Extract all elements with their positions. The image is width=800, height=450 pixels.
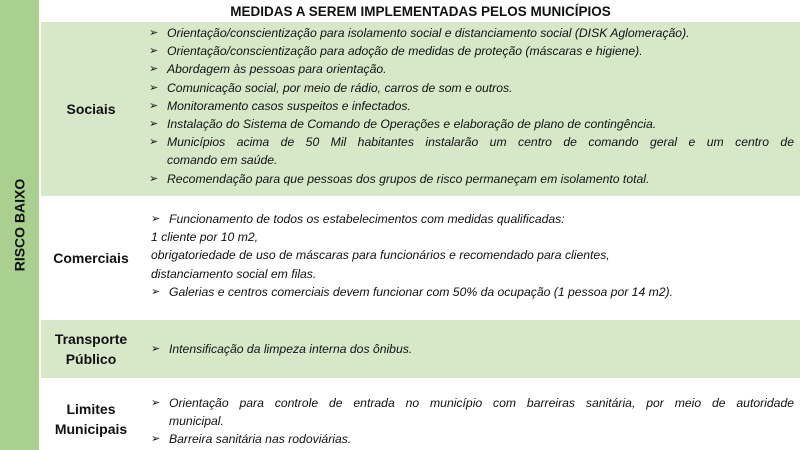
category-transporte: Transporte Público [54, 331, 128, 367]
table-header: MEDIDAS A SEREM IMPLEMENTADAS PELOS MUNICÍPIOS [41, 0, 800, 22]
risk-level-text: RISCO BAIXO [11, 178, 28, 272]
risk-level-label [0, 0, 41, 450]
row-sociais [41, 22, 800, 196]
list-item: ➢ Recomendação para que pessoas dos grupos de risco permaneçam em isolamento total. [149, 170, 794, 188]
arrow-bullet-icon: ➢ [149, 136, 159, 149]
arrow-bullet-icon: ➢ [151, 433, 161, 446]
sociais-content [141, 22, 800, 196]
list-item: ➢ Orientação/conscientização para adoção de medidas de proteção (máscaras e higiene). [149, 42, 794, 60]
list-item-continuation: comando em saúde. [167, 153, 278, 168]
list-item: ➢ Orientação para controle de entrada no município com barreiras sanitária, por meio de autoridade [151, 394, 794, 412]
list-item-continuation: municipal. [169, 414, 224, 429]
row-comerciais [41, 198, 800, 318]
arrow-bullet-icon: ➢ [149, 27, 159, 39]
arrow-bullet-icon: ➢ [149, 63, 159, 76]
comerciais-content [141, 198, 800, 318]
arrow-bullet-icon: ➢ [149, 81, 159, 94]
list-item: ➢ Barreira sanitária nas rodoviárias. [151, 430, 794, 448]
category-comerciais: Comerciais [53, 250, 129, 266]
list-item: ➢ Instalação do Sistema de Comando de Operações e elaboração de plano de contingência. [149, 115, 794, 133]
list-item: ➢ Galerias e centros comerciais devem funcionar com 50% da ocupação (1 pessoa por 14 m2). [151, 283, 794, 301]
arrow-bullet-icon: ➢ [151, 342, 161, 355]
list-item: ➢ Comunicação social, por meio de rádio, carros de som e outros. [149, 79, 794, 97]
arrow-bullet-icon: ➢ [149, 99, 159, 112]
list-item: ➢ Abordagem às pessoas para orientação. [149, 60, 794, 78]
limites-content [141, 380, 800, 450]
arrow-bullet-icon: ➢ [149, 172, 159, 185]
arrow-bullet-icon: ➢ [151, 397, 161, 409]
list-subline: 1 cliente por 10 m2, [151, 230, 259, 245]
list-item: ➢ Intensificação da limpeza interna dos ônibus. [151, 340, 412, 358]
row-limites [41, 380, 800, 450]
list-item: ➢ Orientação/conscientização para isolamento social e distanciamento social (DISK Aglomeração). [149, 24, 794, 42]
list-subline: distanciamento social em filas. [151, 266, 317, 281]
list-subline: obrigatoriedade de uso de máscaras para funcionários e recomendado para clientes, [151, 248, 610, 263]
list-item: ➢ Monitoramento casos suspeitos e infectados. [149, 97, 794, 115]
arrow-bullet-icon: ➢ [151, 213, 161, 225]
category-sociais: Sociais [66, 101, 116, 117]
transporte-content [141, 320, 800, 378]
list-item: ➢ Funcionamento de todos os estabelecimentos com medidas qualificadas: [151, 210, 794, 228]
row-transporte [41, 320, 800, 378]
category-limites: Limites Municipais [54, 401, 128, 437]
list-item: ➢ Municípios acima de 50 Mil habitantes instalarão um centro de comando geral e um centro de [149, 133, 794, 151]
arrow-bullet-icon: ➢ [151, 285, 161, 298]
arrow-bullet-icon: ➢ [149, 45, 159, 58]
arrow-bullet-icon: ➢ [149, 118, 159, 131]
